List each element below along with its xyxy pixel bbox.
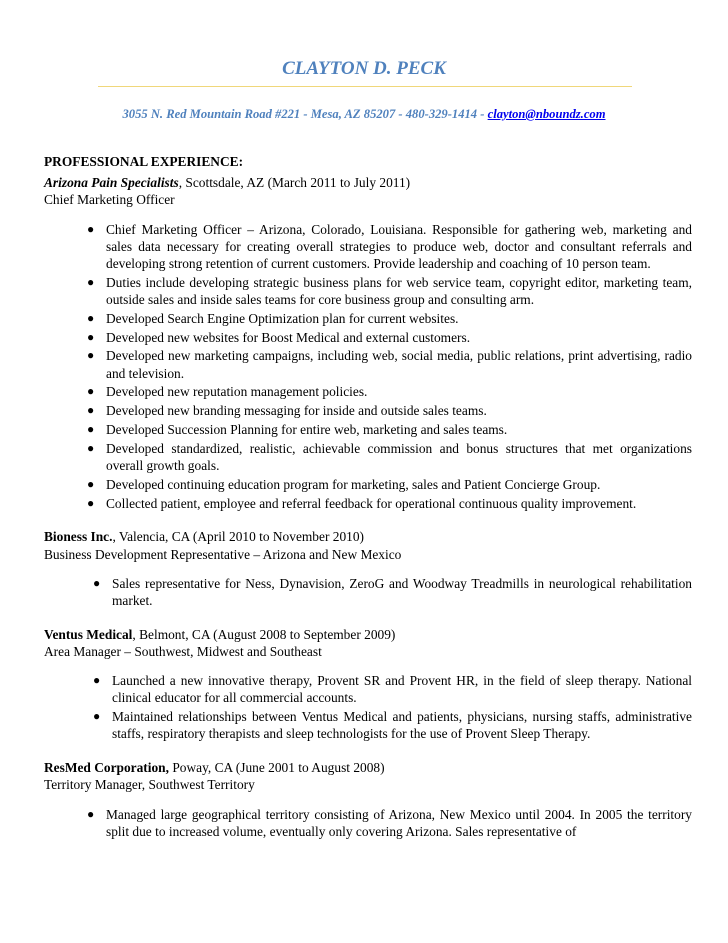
- list-item: [87, 495, 692, 512]
- list-item: [87, 440, 692, 474]
- spacer: [44, 611, 692, 626]
- job-role: Chief Marketing Officer: [44, 192, 175, 208]
- bullet-text: Sales representative for Ness, Dynavision, ZeroG and Woodway Treadmills in neurological rehabilitation market.: [112, 575, 692, 608]
- job-header: [44, 174, 692, 191]
- list-item: [93, 575, 692, 609]
- list-item: [87, 421, 692, 438]
- job-header: [44, 759, 692, 776]
- header-divider: [98, 86, 632, 87]
- job-details: , Valencia, CA (April 2010 to November 2010): [112, 529, 364, 545]
- contact-address: 3055 N. Red Mountain Road #221 - Mesa, AZ 85207 - 480-329-1414 -: [122, 107, 485, 121]
- list-item: [87, 806, 692, 840]
- list-item: [87, 221, 692, 273]
- job-role: Area Manager – Southwest, Midwest and Southeast: [44, 644, 322, 659]
- bullet-icon: ●: [93, 575, 101, 590]
- job-role: Territory Manager, Southwest Territory: [44, 777, 255, 793]
- job-role: Business Development Representative – Arizona and New Mexico: [44, 546, 402, 562]
- bullet-text: Developed new reputation management policies.: [106, 384, 368, 400]
- bullet-text: Developed new branding messaging for inside and outside sales teams.: [106, 403, 487, 419]
- bullet-icon: ●: [87, 329, 95, 344]
- bullet-icon: ●: [87, 403, 95, 418]
- bullet-text: Chief Marketing Officer – Arizona, Colorado, Louisiana. Responsible for gathering web, marketing and sales data necessary for creating overall strategies to produce web, doctor and consultant referrals and developing strong retention of current customers. Provide leadership and coaching of 10 person team.: [106, 221, 692, 272]
- bullet-text: Maintained relationships between Ventus Medical and patients, physicians, nursing staffs, administrative staffs, respiratory therapists and sleep technologists for the use of Provent Sleep Therapy.: [112, 709, 692, 742]
- contact-line: [0, 106, 728, 123]
- bullet-text: Developed standardized, realistic, achievable commission and bonus structures that met organizations overall growth goals.: [106, 440, 692, 473]
- company-name: Ventus Medical: [44, 626, 133, 642]
- list-item: [93, 708, 692, 742]
- bullet-text: Collected patient, employee and referral feedback for operational continuous quality improvement.: [106, 495, 637, 511]
- list-item: [87, 347, 692, 381]
- list-item: [87, 329, 692, 346]
- resume-name: CLAYTON D. PECK: [282, 58, 446, 79]
- list-item: [87, 476, 692, 493]
- bullet-text: Developed new websites for Boost Medical and external customers.: [106, 329, 471, 345]
- list-item: [87, 310, 692, 327]
- bullet-icon: ●: [87, 384, 95, 399]
- bullet-text: Duties include developing strategic business plans for web service team, copyright editor, marketing team, outside sales and inside sales teams for core business group and consulting arm.: [106, 274, 692, 308]
- list-item: [93, 672, 692, 706]
- company-name: ResMed Corporation,: [44, 760, 169, 776]
- company-name: Arizona Pain Specialists: [44, 175, 179, 191]
- job-bullets: [93, 575, 692, 609]
- resume-content: [44, 153, 692, 842]
- bullet-icon: ●: [87, 274, 95, 289]
- job-header: [44, 626, 692, 643]
- list-item: [87, 274, 692, 308]
- spacer: [44, 744, 692, 759]
- list-item: [87, 383, 692, 400]
- bullet-icon: ●: [87, 422, 95, 436]
- job-details: , Belmont, CA (August 2008 to September 2009): [132, 626, 396, 642]
- job-header: [44, 528, 692, 545]
- job-bullets: [87, 806, 692, 840]
- bullet-icon: ●: [87, 495, 95, 510]
- bullet-icon: ●: [93, 709, 101, 724]
- bullet-icon: ●: [87, 310, 95, 325]
- bullet-icon: ●: [87, 476, 95, 491]
- bullet-icon: ●: [93, 673, 101, 688]
- section-title: PROFESSIONAL EXPERIENCE:: [44, 154, 244, 169]
- company-name: Bioness Inc.: [44, 529, 113, 545]
- job-details: , Scottsdale, AZ (March 2011 to July 2011): [178, 175, 411, 191]
- bullet-icon: ●: [87, 348, 95, 363]
- spacer: [44, 513, 692, 528]
- job-bullets: [87, 221, 692, 512]
- bullet-text: Developed new marketing campaigns, including web, social media, public relations, print advertising, radio and television.: [106, 348, 692, 381]
- bullet-icon: ●: [87, 440, 95, 455]
- job-details: Poway, CA (June 2001 to August 2008): [168, 760, 385, 776]
- bullet-text: Developed Succession Planning for entire web, marketing and sales teams.: [106, 422, 508, 437]
- bullet-icon: ●: [87, 221, 95, 236]
- list-item: [87, 402, 692, 419]
- bullet-text: Developed continuing education program for marketing, sales and Patient Concierge Group.: [106, 476, 601, 492]
- bullet-text: Managed large geographical territory consisting of Arizona, New Mexico until 2004. In 2005 the territory split due to increased volume, eventually only covering Arizona. Sales representative of: [106, 806, 692, 839]
- email-link[interactable]: clayton@nboundz.com: [487, 107, 606, 121]
- job-bullets: [93, 672, 692, 742]
- bullet-text: Launched a new innovative therapy, Provent SR and Provent HR, in the field of sleep therapy. National clinical educator for all commercial accounts.: [112, 673, 692, 706]
- bullet-text: Developed Search Engine Optimization plan for current websites.: [106, 310, 459, 326]
- bullet-icon: ●: [87, 806, 95, 821]
